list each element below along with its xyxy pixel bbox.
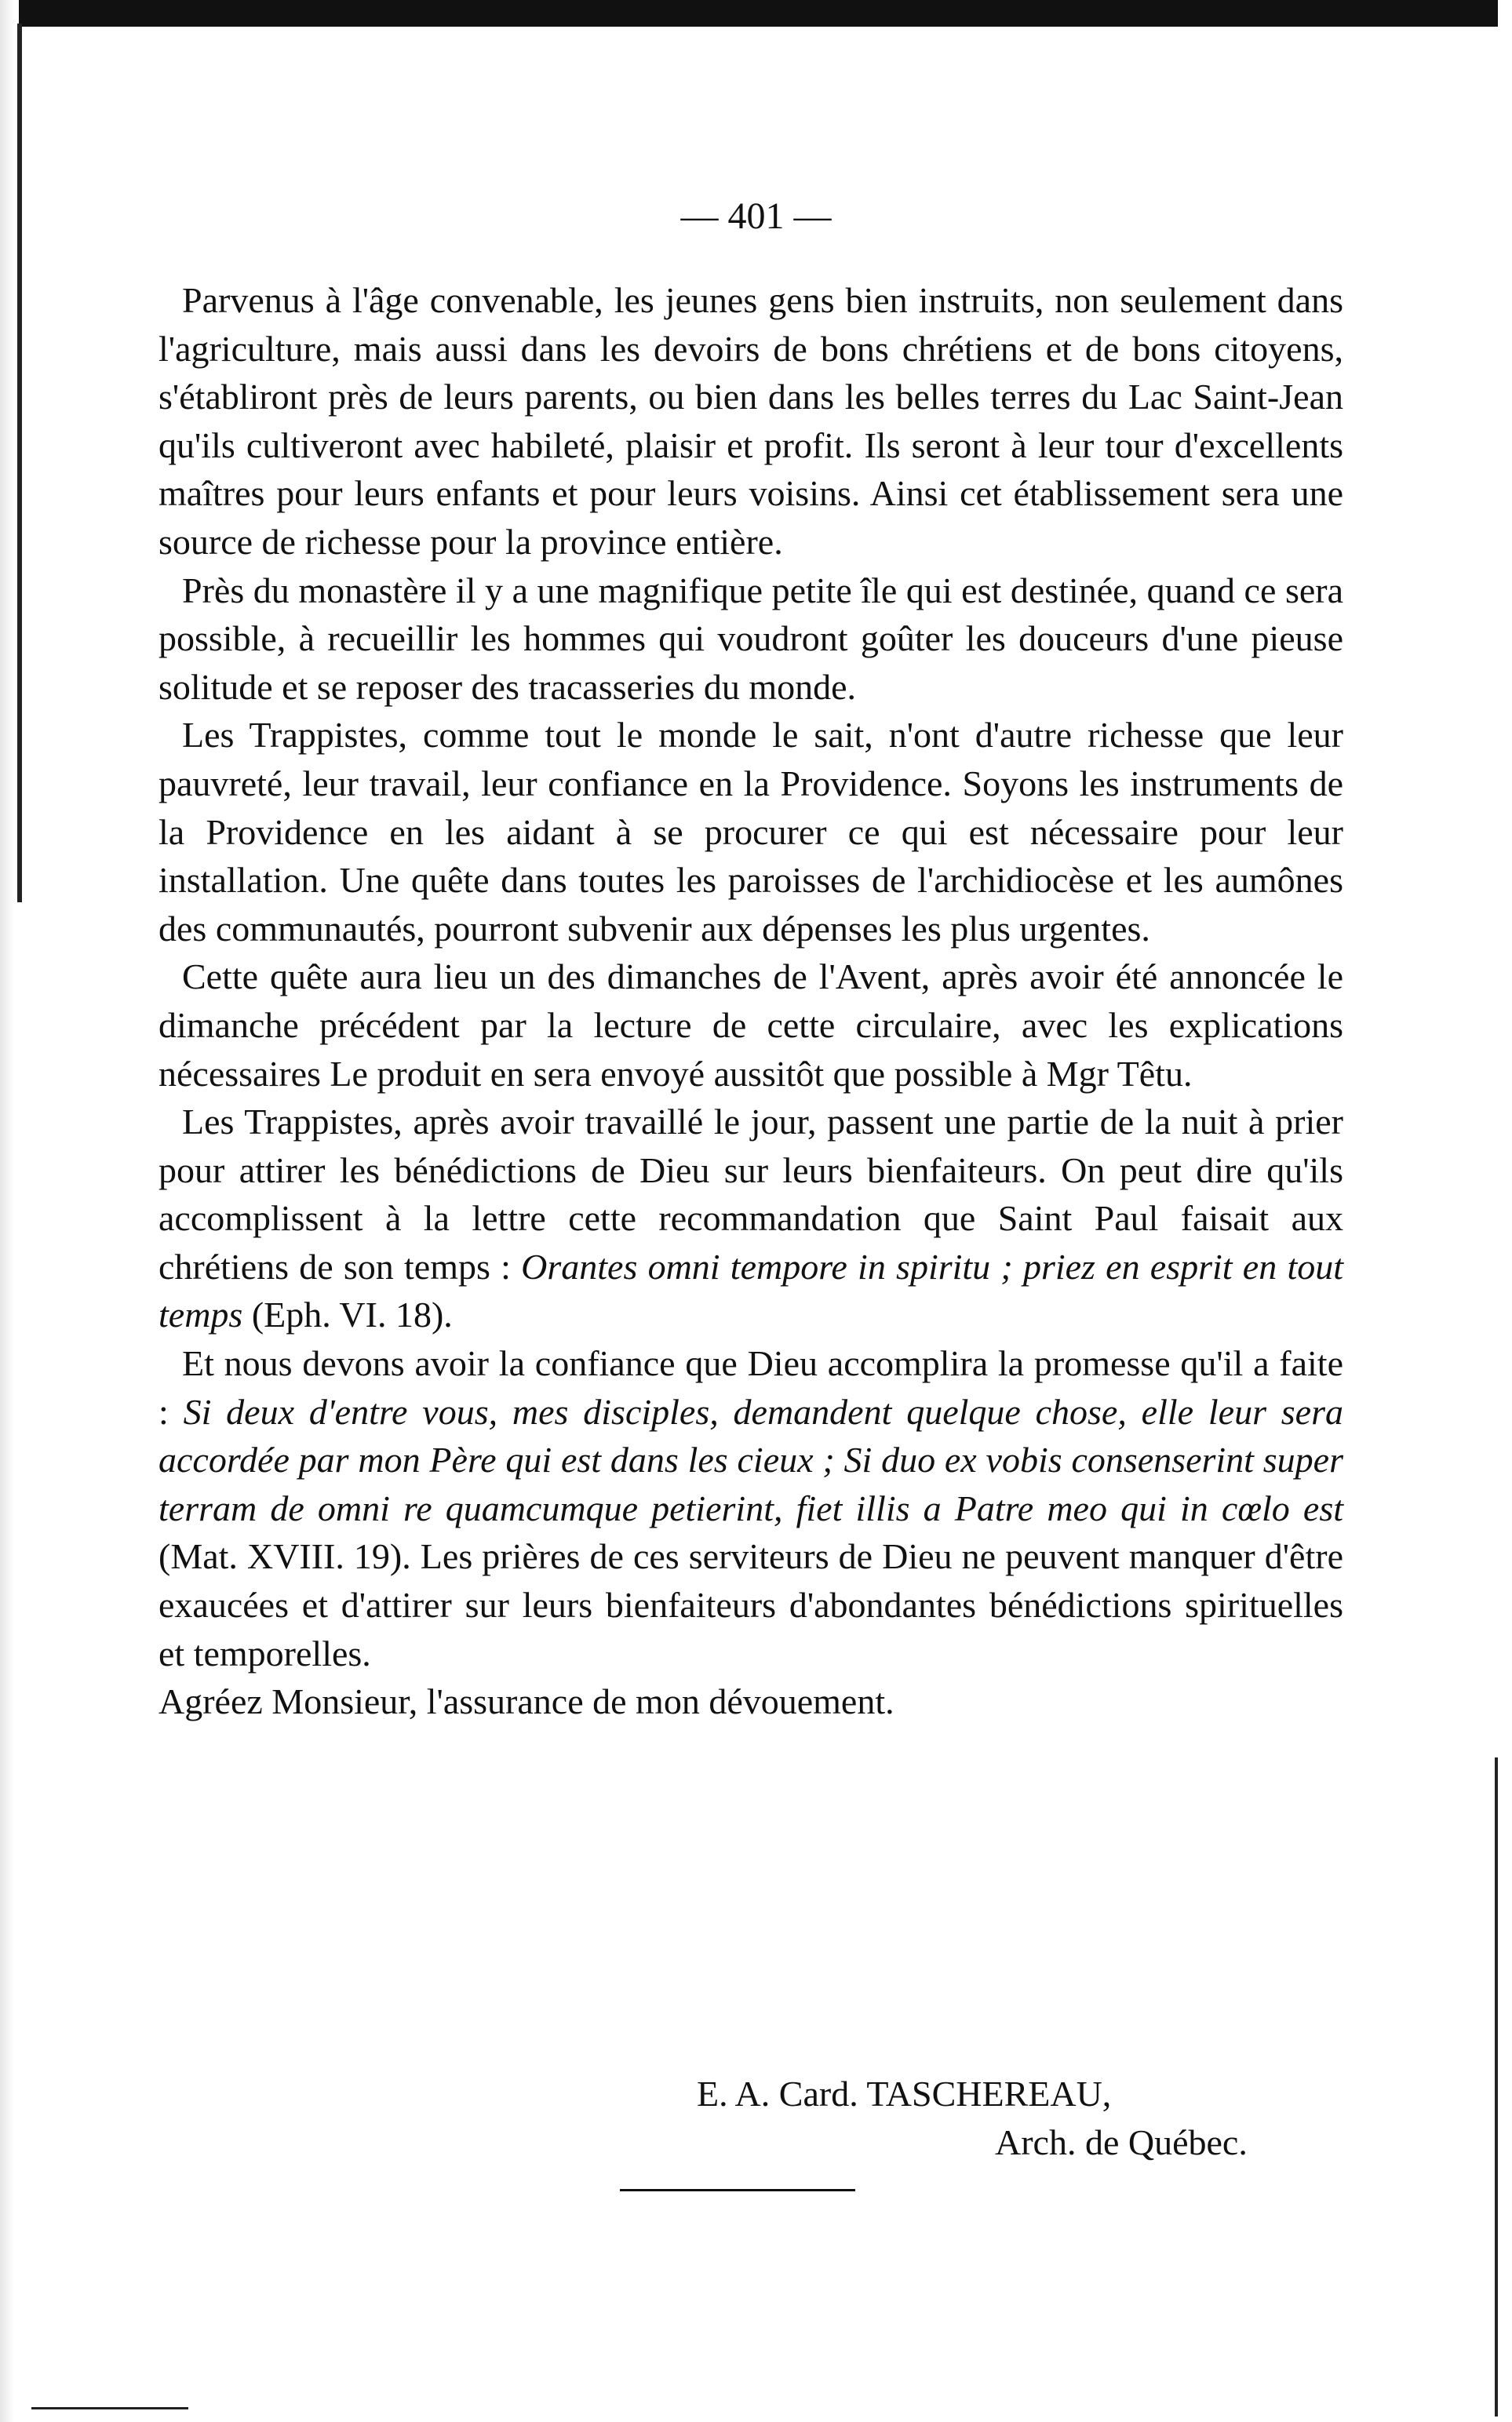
paragraph-4 xyxy=(158,952,1343,1098)
paragraph-text: (Eph. VI. 18). xyxy=(242,1295,453,1335)
paragraph-text: Cette quête aura lieu un des dimanches de l'Avent, après avoir été annoncée le dimanche précédent par la lecture de cette circulaire, avec les explications nécessaires Le produit en sera envoyé aussitôt que possible à Mgr Têtu. xyxy=(158,956,1343,1094)
scan-left-shadow xyxy=(0,0,14,2422)
signature-title: Arch. de Québec. xyxy=(995,2122,1248,2162)
closing-line: Agréez Monsieur, l'assurance de mon dévouement. xyxy=(158,1681,894,1722)
paragraph-text: (Mat. XVIII. 19). Les prières de ces serviteurs de Dieu ne peuvent manquer d'être exaucées et d'attirer sur leurs bienfaiteurs d'abondantes bénédictions spirituelles et temporelles. xyxy=(158,1536,1343,1674)
scan-top-edge xyxy=(19,0,1498,27)
paragraph-2 xyxy=(158,566,1343,712)
paragraph-text: Parvenus à l'âge convenable, les jeunes gens bien instruits, non seulement dans l'agriculture, mais aussi dans les devoirs de bons chrétiens et de bons citoyens, s'établiront près de leurs parents, ou bien dans les belles terres du Lac Saint-Jean qu'ils cultiveront avec habileté, plaisir et profit. Ils seront à leur tour d'excellents maîtres pour leurs enfants et pour leurs voisins. Ainsi cet établissement sera une source de richesse pour la province entière. xyxy=(158,280,1343,562)
paragraph-3 xyxy=(158,711,1343,952)
scripture-quotation: Si deux d'entre vous, mes disciples, demandent quelque chose, elle leur sera accordée par mon Père qui est dans les cieux ; Si duo ex vobis consenserint super terram de omni re quamcumque petierint, fiet illis a Patre meo qui in cœlo est xyxy=(158,1391,1343,1528)
paragraph-6 xyxy=(158,1339,1343,1677)
paragraph-1 xyxy=(158,276,1343,566)
scan-right-edge xyxy=(1495,1757,1498,2417)
scan-left-edge xyxy=(17,24,22,902)
paragraph-text: Près du monastère il y a une magnifique petite île qui est destinée, quand ce sera possible, à recueillir les hommes qui voudront goûter les douceurs d'une pieuse solitude et se reposer des tracasseries du monde. xyxy=(158,570,1343,707)
scan-bottom-mark xyxy=(31,2407,188,2409)
end-rule xyxy=(620,2189,855,2191)
paragraph-text: Les Trappistes, comme tout le monde le sait, n'ont d'autre richesse que leur pauvreté, leur travail, leur confiance en la Providence. Soyons les instruments de la Providence en les aidant à se procurer ce qui est nécessaire pour leur installation. Une quête dans toutes les paroisses de l'archidiocèse et les aumônes des communautés, pourront subvenir aux dépenses les plus urgentes. xyxy=(158,715,1343,949)
letter-body xyxy=(158,276,1343,1726)
signature-name: E. A. Card. TASCHEREAU, xyxy=(697,2074,1112,2114)
page-number: — 401 — xyxy=(680,195,832,237)
paragraph-5 xyxy=(158,1098,1343,1339)
paragraph-text: Les Trappistes, après avoir travaillé le jour, passent une partie de la nuit à prier pour attirer les bénédictions de Dieu sur leurs bienfaiteurs. On peut dire qu'ils accomplissent à la lettre cette recommandation que Saint Paul faisait aux chrétiens de son temps : xyxy=(158,1102,1343,1287)
latin-quotation: Orantes omni tempore in spiritu ; priez en esprit en tout temps xyxy=(158,1246,1343,1335)
paragraph-text: Et nous devons avoir la confiance que Dieu accomplira la promesse qu'il a faite : xyxy=(158,1343,1343,1432)
